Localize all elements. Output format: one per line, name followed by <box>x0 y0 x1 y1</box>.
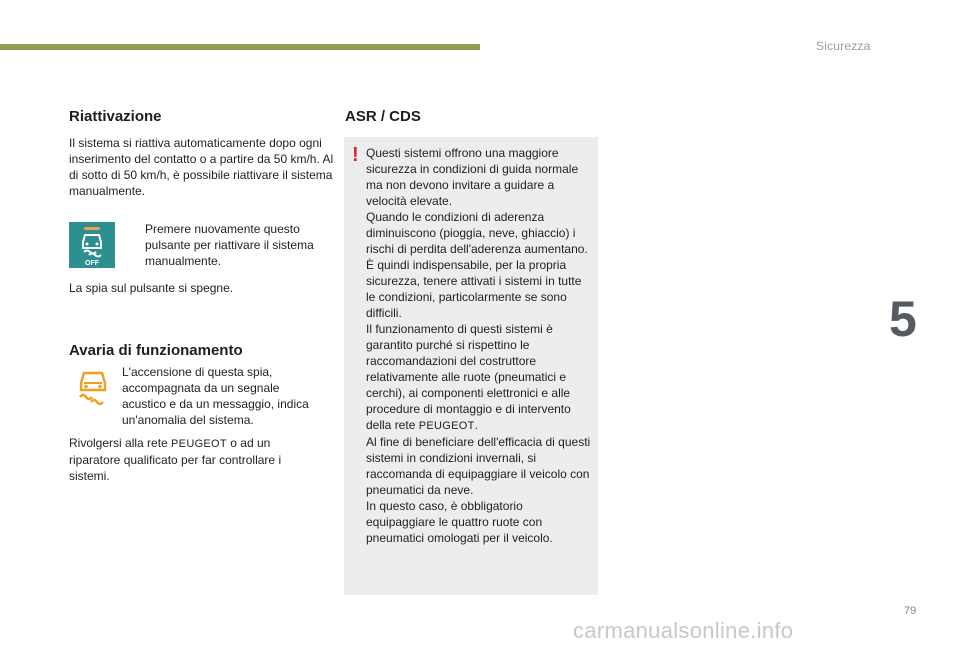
warning-paragraph-3: È quindi indispensabile, per la propria sicurezza, tenere attivati i sistemi in tutte le condizioni, particolarmente se sono difficili. <box>366 258 582 320</box>
watermark: carmanualsonline.info <box>573 618 794 643</box>
warning-paragraph-1: Questi sistemi offrono una maggiore sicurezza in condizioni di guida normale ma non devono invitare a guidare a velocità elevate. <box>366 146 579 208</box>
reactivate-instruction-text: Premere nuovamente questo pulsante per riattivare il sistema manualmente. <box>145 222 314 268</box>
warning-text <box>366 145 594 546</box>
bullet-arrow-icon <box>127 221 145 269</box>
asr-cds-heading: ASR / CDS <box>345 108 421 125</box>
warning-paragraph-6: In questo caso, è obbligatorio equipaggiare le quattro ruote con pneumatici omologati per il veicolo. <box>366 499 553 545</box>
exclamation-icon: ! <box>352 144 359 166</box>
chapter-number: 5 <box>889 291 917 347</box>
warning-paragraph-4: Il funzionamento di questi sistemi è garantito purché si rispettino le raccomandazioni del costruttore relativamente alle ruote (pneumatici e cerchi), ai componenti elettronici e alle procedure di montaggio e di intervento della rete PEUGEOT. <box>366 322 571 432</box>
section-title: Sicurezza <box>816 39 871 53</box>
brand-name: PEUGEOT <box>418 420 475 432</box>
fault-description: L'accensione di questa spia, accompagnata da un segnale acustico e da un messaggio, indica un'anomalia del sistema. <box>122 365 309 427</box>
avaria-heading: Avaria di funzionamento <box>69 342 243 359</box>
contact-dealer-text: Rivolgersi alla rete PEUGEOT o ad un riparatore qualificato per far controllare i sistemi. <box>69 436 282 483</box>
warning-paragraph-2: Quando le condizioni di aderenza diminuiscono (pioggia, neve, ghiaccio) i rischi di perdita dell'aderenza aumentano. <box>366 210 588 256</box>
asr-off-button-icon <box>69 222 115 268</box>
skid-warning-icon <box>74 369 112 405</box>
riattivazione-text: Il sistema si riattiva automaticamente dopo ogni inserimento del contatto o a partire da 50 km/h. Al di sotto di 50 km/h, è possibile riattivare il sistema manualmente. <box>69 136 334 198</box>
page-number: 79 <box>904 605 917 617</box>
reactivate-instruction <box>127 221 327 269</box>
riattivazione-heading: Riattivazione <box>69 108 162 125</box>
indicator-off-text: La spia sul pulsante si spegne. <box>69 281 234 295</box>
brand-name: PEUGEOT <box>171 438 227 450</box>
header-accent-bar <box>0 44 480 50</box>
warning-paragraph-5: Al fine di beneficiare dell'efficacia di questi sistemi in condizioni invernali, si raccomanda di equipaggiare il veicolo con pneumatici da neve. <box>366 435 591 497</box>
asr-off-label: OFF <box>85 260 99 267</box>
